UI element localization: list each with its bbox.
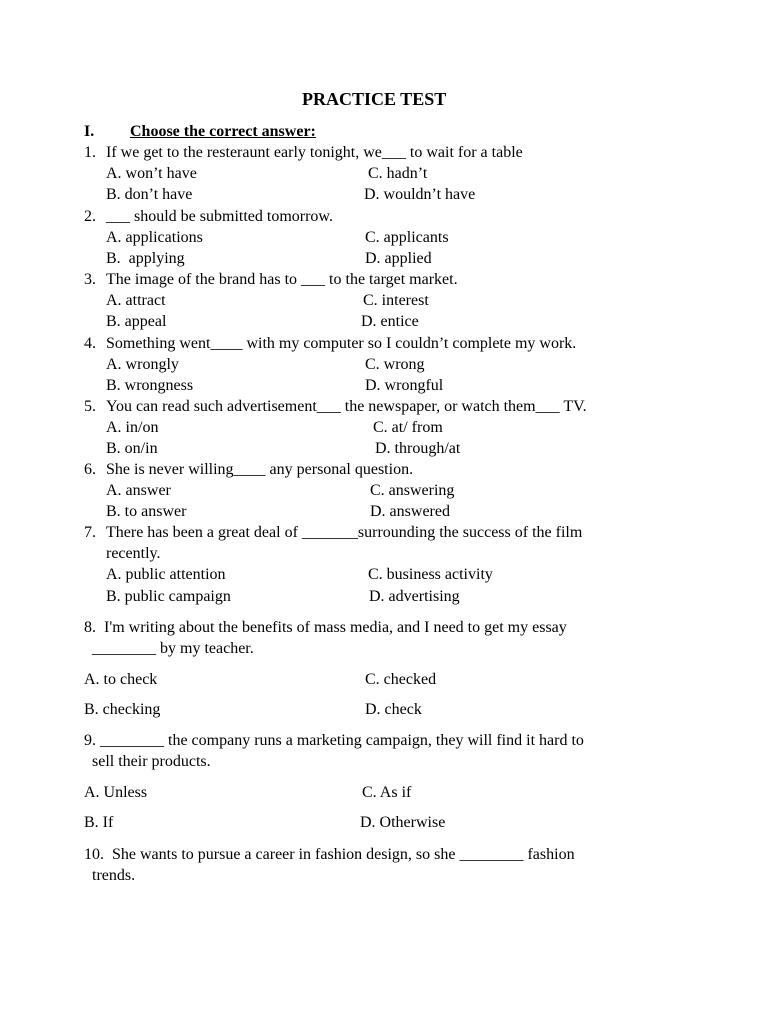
question-9-option-b: B. If (84, 814, 114, 831)
question-2-option-c: C. applicants (365, 229, 449, 246)
question-8-option-a: A. to check (84, 671, 158, 688)
section-numeral: I. (84, 123, 95, 140)
question-5-option-d: D. through/at (375, 440, 461, 457)
question-6-number: 6. (84, 461, 96, 478)
question-7-number: 7. (84, 524, 96, 541)
question-1-option-a: A. won’t have (106, 165, 197, 182)
question-9-text-line1: 9. ________ the company runs a marketing campaign, they will find it hard to (84, 732, 584, 749)
question-3-number: 3. (84, 271, 96, 288)
question-6-option-d: D. answered (370, 503, 450, 520)
question-2-text: ___ should be submitted tomorrow. (106, 208, 333, 225)
question-4-option-c: C. wrong (365, 356, 425, 373)
question-1-number: 1. (84, 144, 96, 161)
question-8-option-d: D. check (365, 701, 422, 718)
question-7-option-d: D. advertising (369, 588, 460, 605)
question-2-option-b: B. applying (106, 250, 185, 267)
question-1-option-c: C. hadn’t (368, 165, 428, 182)
question-9-text-line2: sell their products. (92, 753, 211, 770)
question-9-option-c: C. As if (362, 784, 412, 801)
question-7-option-a: A. public attention (106, 566, 226, 583)
question-7-option-b: B. public campaign (106, 588, 231, 605)
question-1-text: If we get to the resteraunt early tonight, we___ to wait for a table (106, 144, 523, 161)
question-8-text-line2: ________ by my teacher. (92, 640, 254, 657)
question-3-option-c: C. interest (363, 292, 429, 309)
question-7-text-line1: There has been a great deal of _______surrounding the success of the film (106, 524, 583, 541)
question-3-text: The image of the brand has to ___ to the target market. (106, 271, 458, 288)
question-5-option-b: B. on/in (106, 440, 158, 457)
question-8-text-line1: 8. I'm writing about the benefits of mass media, and I need to get my essay (84, 619, 567, 636)
question-7-text-line2: recently. (106, 545, 161, 562)
question-4-option-d: D. wrongful (365, 377, 444, 394)
question-10-text-line1: 10. She wants to pursue a career in fashion design, so she ________ fashion (84, 846, 575, 863)
question-4-option-b: B. wrongness (106, 377, 194, 394)
question-9-option-a: A. Unless (84, 784, 148, 801)
question-4-option-a: A. wrongly (106, 356, 179, 373)
question-4-number: 4. (84, 335, 96, 352)
question-5-option-c: C. at/ from (373, 419, 443, 436)
question-4-text: Something went____ with my computer so I couldn’t complete my work. (106, 335, 577, 352)
question-6-option-a: A. answer (106, 482, 171, 499)
question-6-option-b: B. to answer (106, 503, 187, 520)
question-1-option-d: D. wouldn’t have (364, 186, 476, 203)
question-1-option-b: B. don’t have (106, 186, 193, 203)
question-5-option-a: A. in/on (106, 419, 159, 436)
question-3-option-d: D. entice (361, 313, 419, 330)
question-2-option-a: A. applications (106, 229, 203, 246)
question-5-text: You can read such advertisement___ the newspaper, or watch them___ TV. (106, 398, 587, 415)
question-2-number: 2. (84, 208, 96, 225)
question-8-option-c: C. checked (365, 671, 437, 688)
question-6-option-c: C. answering (370, 482, 455, 499)
question-6-text: She is never willing____ any personal question. (106, 461, 414, 478)
question-7-option-c: C. business activity (368, 566, 493, 583)
question-8-option-b: B. checking (84, 701, 161, 718)
question-9-option-d: D. Otherwise (360, 814, 446, 831)
question-3-option-b: B. appeal (106, 313, 167, 330)
question-3-option-a: A. attract (106, 292, 166, 309)
question-2-option-d: D. applied (365, 250, 432, 267)
question-5-number: 5. (84, 398, 96, 415)
question-10-text-line2: trends. (92, 867, 136, 884)
page-title: PRACTICE TEST (302, 89, 447, 109)
section-heading: Choose the correct answer: (130, 123, 316, 140)
